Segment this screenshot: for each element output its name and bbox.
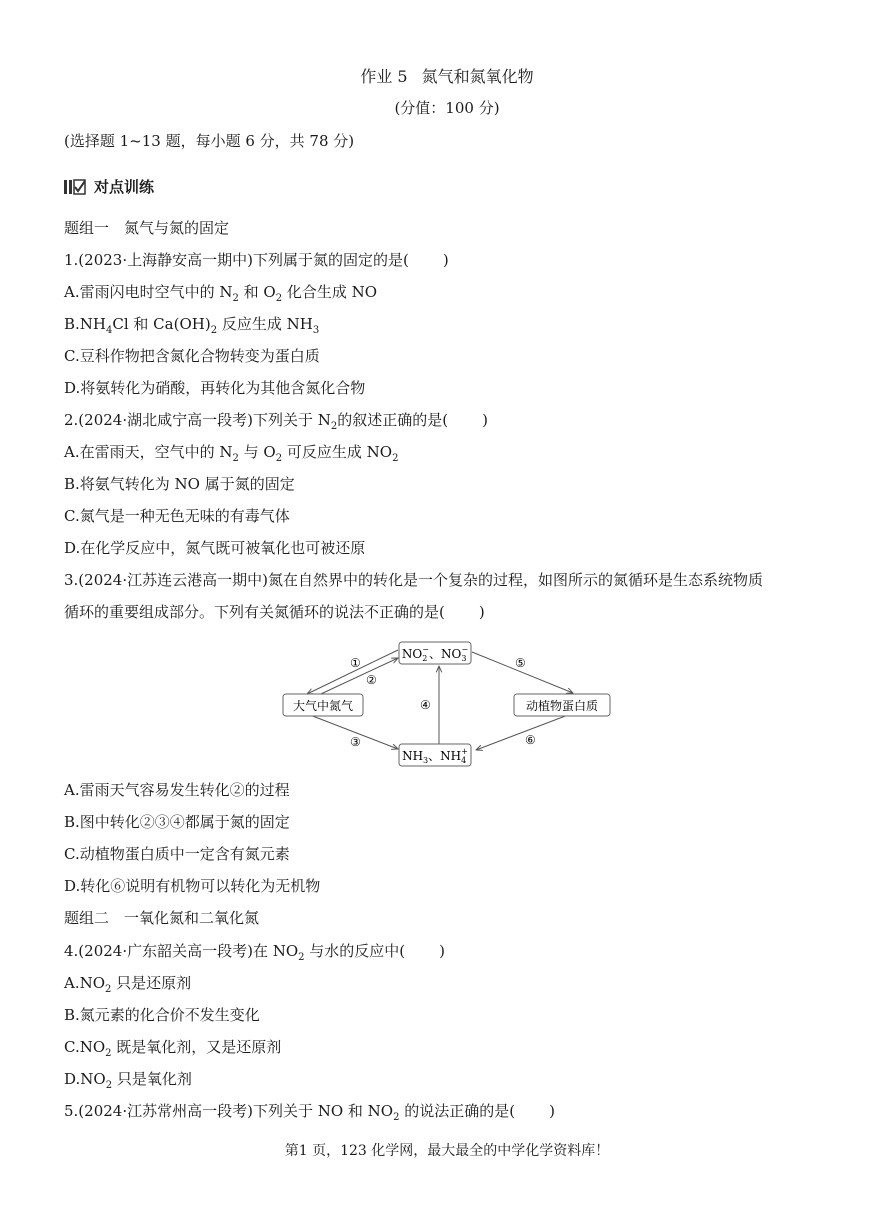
page-title: [0, 64, 894, 87]
question-3-option-a: A.雷雨天气容易发生转化②的过程: [64, 781, 290, 799]
group-heading-1: 题组一 氮气与氮的固定: [64, 219, 230, 237]
score-note: (分值：100 分): [394, 99, 500, 117]
question-3-stem-line-1: 3.(2024·江苏连云港高一期中)氮在自然界中的转化是一个复杂的过程，如图所示的氮循环是生态系统物质: [64, 571, 763, 589]
step-3-label: ③: [350, 735, 361, 749]
instructions: (选择题 1~13 题，每小题 6 分，共 78 分): [64, 132, 355, 150]
question-2-option-a: A.在雷雨天，空气中的 $N_2$ 与 $O_2$ 可反应生成 $NO_2$: [64, 443, 399, 464]
question-4-option-d: $D.NO_2$ 只是氧化剂: [64, 1070, 192, 1091]
box-ammonia-ammonium-label: $NH_3$、$NH_4+$: [402, 747, 468, 765]
title-assignment: 作业 5: [360, 67, 408, 86]
question-2-option-b: B.将氨气转化为 NO 属于氮的固定: [64, 475, 295, 493]
question-4-option-c: $C.NO_2$ 既是氧化剂，又是还原剂: [64, 1038, 282, 1059]
box-nitrite-nitrate-label: $NO_2-$、$NO_3-$: [401, 645, 469, 663]
box-atmospheric-nitrogen-label: 大气中氮气: [292, 699, 354, 713]
checkmark-icon: [64, 179, 86, 195]
step-2-label: ②: [366, 673, 377, 687]
section-title: 对点训练: [94, 178, 155, 196]
question-1-option-d: D.将氨转化为硝酸，再转化为其他含氮化合物: [64, 379, 366, 397]
question-4-option-a: $A.NO_2$ 只是还原剂: [64, 974, 192, 995]
question-1-option-a: A.雷雨闪电时空气中的 $N_2$ 和 $O_2$ 化合生成 NO: [64, 283, 378, 304]
question-1-option-b: $B.NH_4Cl$ 和 $Ca(OH)_2$ 反应生成 $NH_3$: [64, 315, 320, 336]
arrow-6: [476, 715, 568, 750]
step-5-label: ⑤: [515, 656, 526, 670]
question-4-stem: 4.(2024·广东韶关高一段考)在 $NO_2$ 与水的反应中( ): [64, 942, 446, 963]
question-3-option-c: C.动植物蛋白质中一定含有氮元素: [64, 845, 290, 863]
question-4-option-b: B.氮元素的化合价不发生变化: [64, 1006, 260, 1024]
page-footer: 第1 页，123 化学网，最大最全的中学化学资料库！: [284, 1143, 610, 1159]
group-heading-2: 题组二 一氧化氮和二氧化氮: [64, 909, 260, 927]
question-5-stem: 5.(2024·江苏常州高一段考)下列关于 NO 和 $NO_2$ 的说法正确的是( ): [64, 1102, 555, 1123]
step-4-label: ④: [420, 698, 431, 712]
question-2-option-c: C.氮气是一种无色无味的有毒气体: [64, 507, 290, 525]
box-protein-label: 动植物蛋白质: [525, 699, 599, 713]
question-3-option-b: B.图中转化②③④都属于氮的固定: [64, 813, 290, 831]
nitrogen-cycle-diagram: [280, 636, 620, 774]
question-1-option-c: C.豆科作物把含氮化合物转变为蛋白质: [64, 347, 320, 365]
question-1-stem: 1.(2023·上海静安高一期中)下列属于氮的固定的是( ): [64, 251, 449, 269]
section-heading: [64, 176, 154, 197]
title-topic: 氮气和氮氧化物: [421, 67, 534, 86]
step-6-label: ⑥: [525, 733, 536, 747]
question-3-stem-line-2: 循环的重要组成部分。下列有关氮循环的说法不正确的是( ): [64, 603, 485, 621]
question-3-option-d: D.转化⑥说明有机物可以转化为无机物: [64, 877, 321, 895]
question-2-option-d: D.在化学反应中，氮气既可被氧化也可被还原: [64, 539, 366, 557]
step-1-label: ①: [350, 656, 361, 670]
question-2-stem: 2.(2024·湖北咸宁高一段考)下列关于 $N_2$的叙述正确的是( ): [64, 411, 488, 432]
